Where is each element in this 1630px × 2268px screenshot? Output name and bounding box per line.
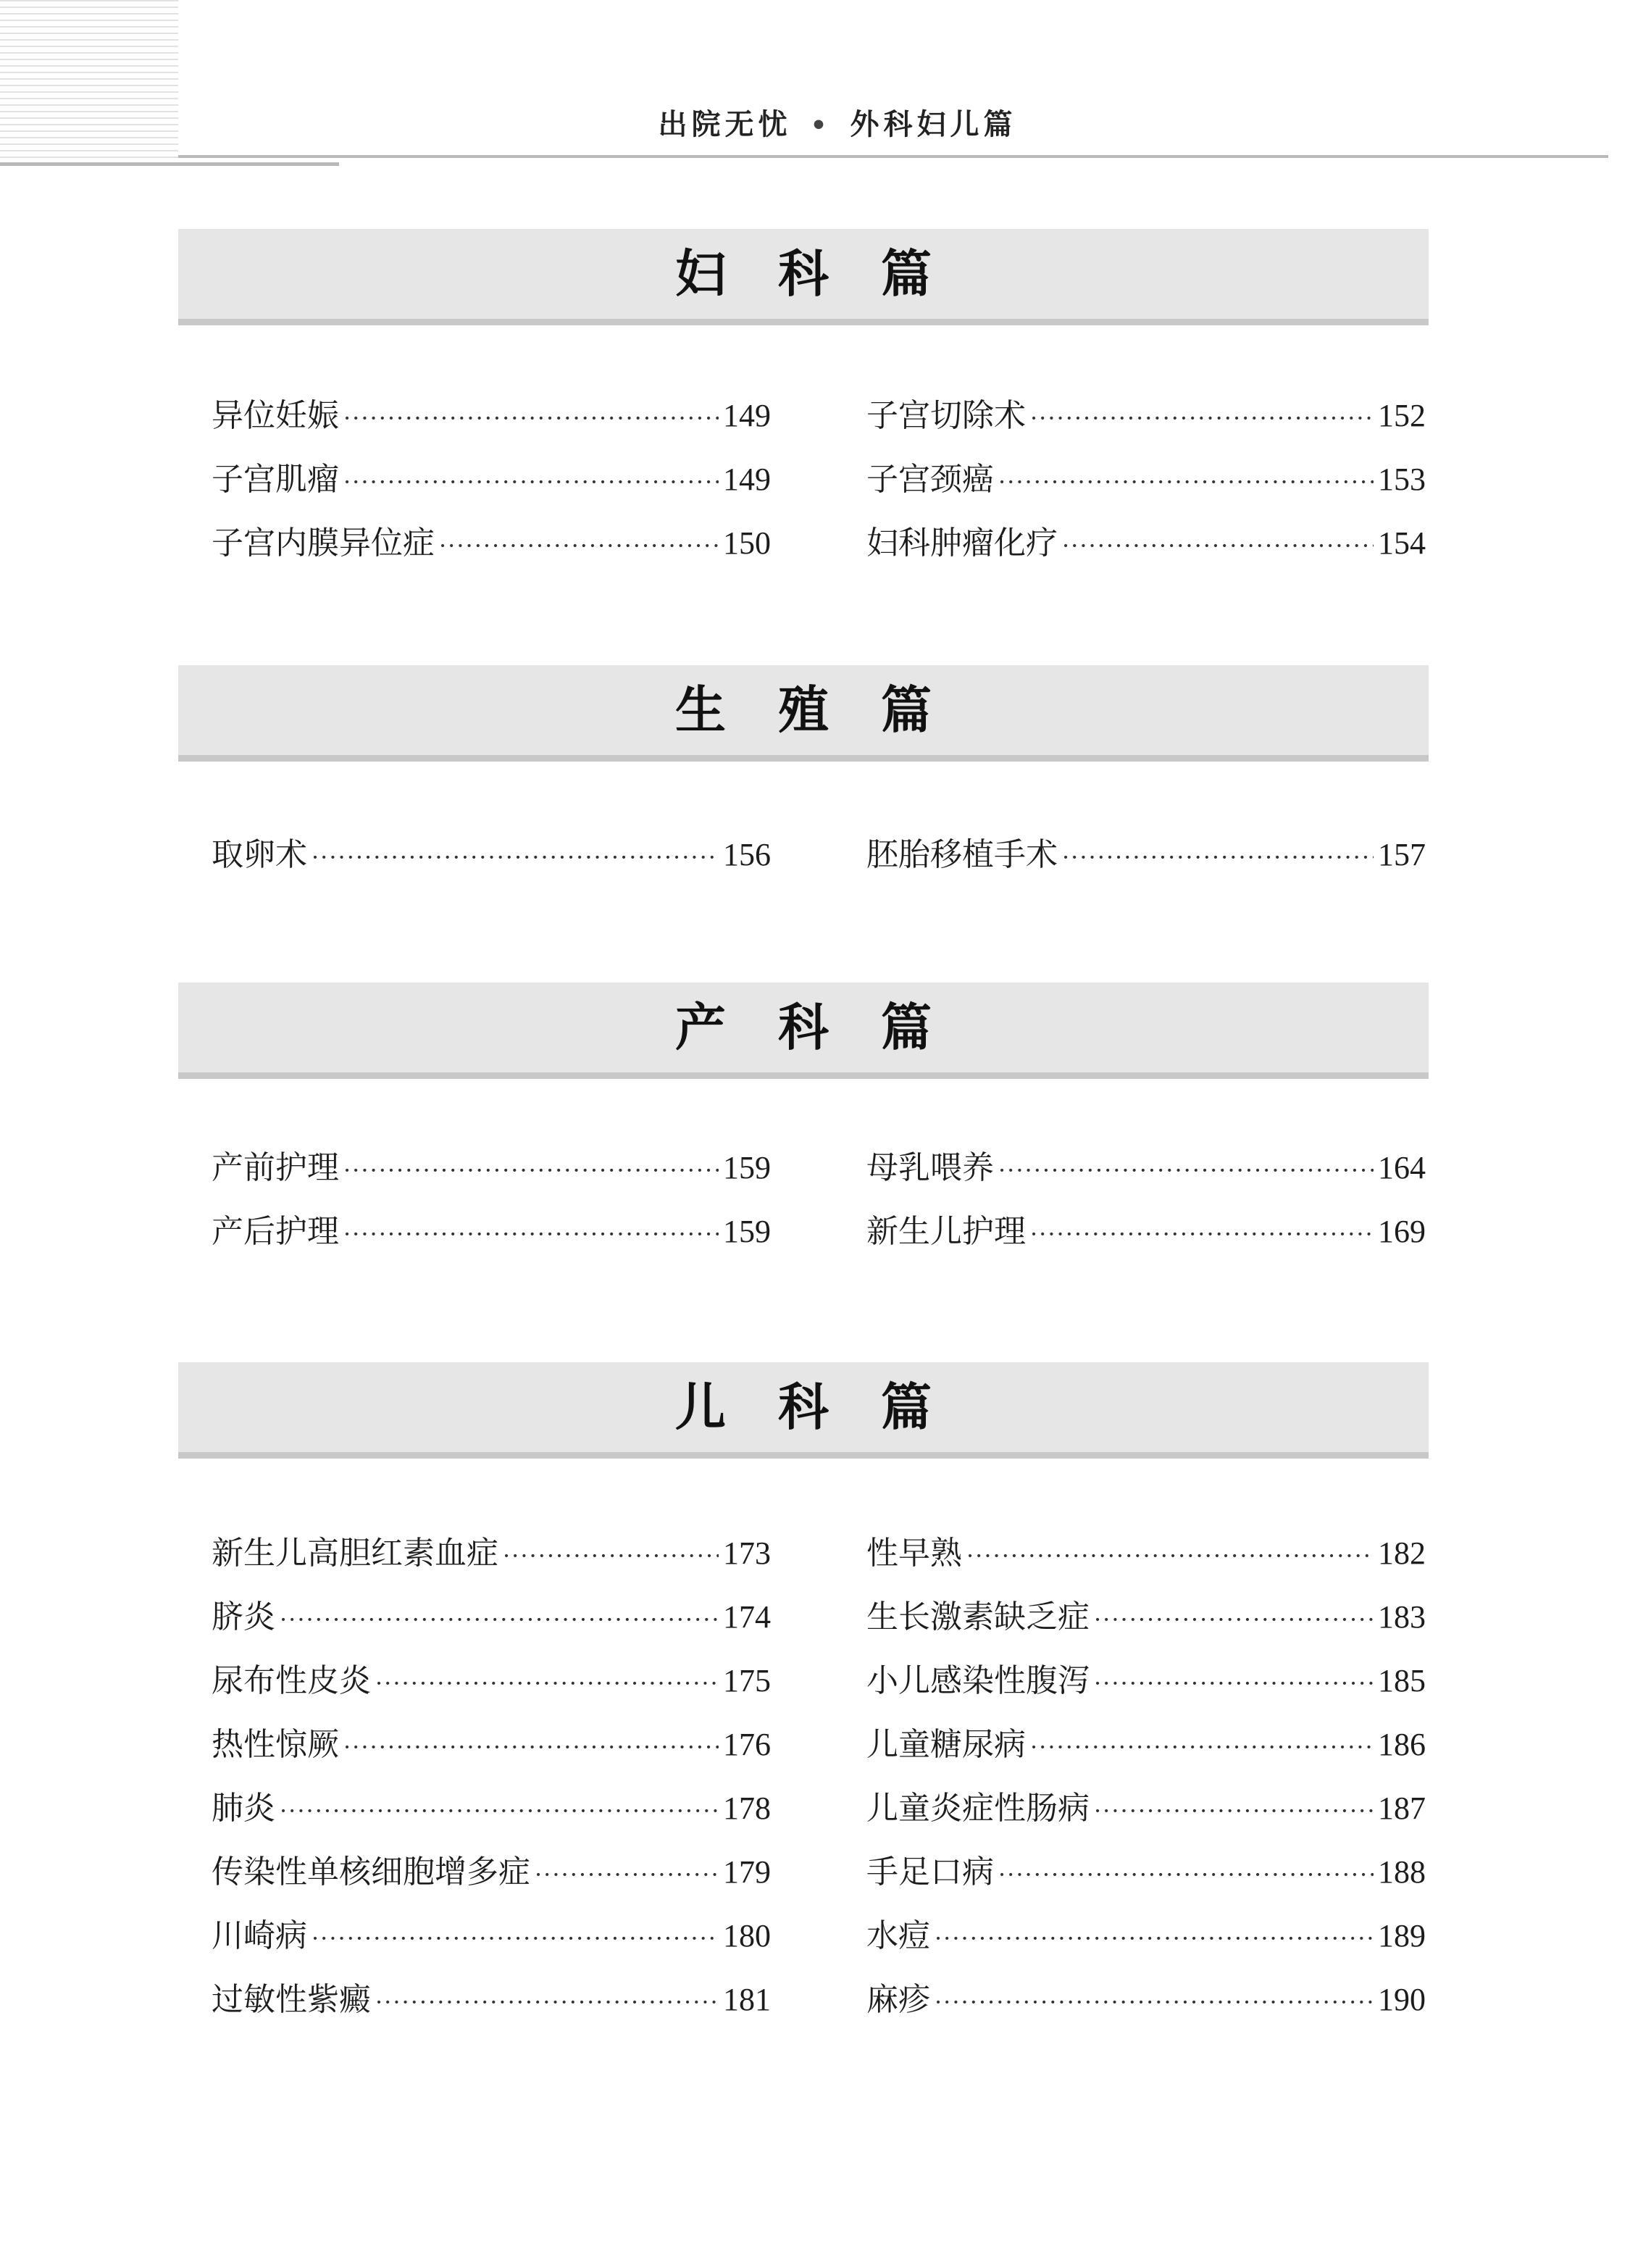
running-head xyxy=(178,101,1497,143)
leader-dots xyxy=(343,1202,719,1266)
toc-entry[interactable]: 脐炎 ····· 174 xyxy=(212,1585,771,1649)
leader-dots xyxy=(1030,1202,1374,1266)
toc-entry[interactable]: 新生儿高胆红素血症 ····· 173 xyxy=(212,1522,771,1585)
leader-dots xyxy=(503,1524,719,1588)
header-rule xyxy=(178,155,1608,158)
toc-entry[interactable]: 产前护理 ····· 159 xyxy=(212,1136,771,1200)
toc-entry[interactable]: 子宫切除术 ····· 152 xyxy=(866,384,1426,448)
toc-entry[interactable]: 儿童炎症性肠病 ····· 187 xyxy=(866,1777,1426,1840)
toc-entry[interactable]: 异位妊娠 ····· 149 xyxy=(212,384,771,448)
toc-entry[interactable]: 尿布性皮炎 ····· 175 xyxy=(212,1649,771,1713)
section-heading-gynecology xyxy=(178,229,1429,325)
toc-column-left xyxy=(212,1522,771,2032)
leader-dots xyxy=(375,1970,719,2034)
running-head-volume: 外科妇儿篇 xyxy=(850,108,1017,141)
leader-dots xyxy=(1062,825,1374,889)
leader-dots xyxy=(343,450,719,514)
section-title: 妇科篇 xyxy=(675,243,984,304)
section-heading-obstetrics xyxy=(178,983,1429,1079)
toc-entry[interactable]: 麻疹 ····· 190 xyxy=(866,1968,1426,2032)
running-head-separator: • xyxy=(810,111,832,141)
decorative-stripes xyxy=(0,0,178,158)
toc-entry[interactable]: 生长激素缺乏症 ····· 183 xyxy=(866,1585,1426,1649)
toc-entry[interactable]: 妇科肿瘤化疗 ····· 154 xyxy=(866,512,1426,575)
leader-dots xyxy=(998,1843,1374,1906)
section-heading-reproduction xyxy=(178,665,1429,762)
toc-entry[interactable]: 新生儿护理 ····· 169 xyxy=(866,1200,1426,1264)
leader-dots xyxy=(535,1843,719,1906)
leader-dots xyxy=(1094,1651,1374,1715)
toc-entry[interactable]: 子宫肌瘤 ····· 149 xyxy=(212,448,771,512)
leader-dots xyxy=(343,1138,719,1202)
leader-dots xyxy=(935,1970,1374,2034)
leader-dots xyxy=(1094,1588,1374,1651)
toc-entry[interactable]: 川崎病 ····· 180 xyxy=(212,1904,771,1968)
leader-dots xyxy=(312,1906,719,1970)
toc-column-right xyxy=(866,1136,1426,1264)
section-heading-pediatrics xyxy=(178,1362,1429,1459)
toc-entry[interactable]: 产后护理 ····· 159 xyxy=(212,1200,771,1264)
section-title: 产科篇 xyxy=(675,997,984,1057)
toc-column-left xyxy=(212,823,771,887)
running-head-book: 出院无忧 xyxy=(658,108,792,141)
toc-entry[interactable]: 取卵术 ····· 156 xyxy=(212,823,771,887)
section-title: 儿科篇 xyxy=(675,1377,984,1437)
leader-dots xyxy=(935,1906,1374,1970)
toc-column-right xyxy=(866,1522,1426,2032)
toc-entry[interactable]: 水痘 ····· 189 xyxy=(866,1904,1426,1968)
leader-dots xyxy=(1030,1715,1374,1779)
toc-entry[interactable]: 小儿感染性腹泻 ····· 185 xyxy=(866,1649,1426,1713)
leader-dots xyxy=(280,1588,719,1651)
toc-entry[interactable]: 子宫颈癌 ····· 153 xyxy=(866,448,1426,512)
section-title: 生殖篇 xyxy=(675,680,984,740)
leader-dots xyxy=(375,1651,719,1715)
toc-entry[interactable]: 传染性单核细胞增多症 ····· 179 xyxy=(212,1840,771,1904)
leader-dots xyxy=(998,1138,1374,1202)
leader-dots xyxy=(343,386,719,450)
leader-dots xyxy=(343,1715,719,1779)
toc-entry[interactable]: 热性惊厥 ····· 176 xyxy=(212,1713,771,1777)
leader-dots xyxy=(280,1779,719,1843)
toc-entry[interactable]: 母乳喂养 ····· 164 xyxy=(866,1136,1426,1200)
leader-dots xyxy=(312,825,719,889)
toc-entry[interactable]: 儿童糖尿病 ····· 186 xyxy=(866,1713,1426,1777)
leader-dots xyxy=(966,1524,1374,1588)
leader-dots xyxy=(998,450,1374,514)
toc-entry[interactable]: 肺炎 ····· 178 xyxy=(212,1777,771,1840)
toc-column-right xyxy=(866,384,1426,575)
leader-dots xyxy=(1094,1779,1374,1843)
toc-entry[interactable]: 胚胎移植手术 ····· 157 xyxy=(866,823,1426,887)
leader-dots xyxy=(1030,386,1374,450)
toc-entry[interactable]: 过敏性紫癜 ····· 181 xyxy=(212,1968,771,2032)
toc-column-right xyxy=(866,823,1426,887)
leader-dots xyxy=(439,514,719,578)
toc-column-left xyxy=(212,384,771,575)
toc-entry[interactable]: 手足口病 ····· 188 xyxy=(866,1840,1426,1904)
leader-dots xyxy=(1062,514,1374,578)
toc-column-left xyxy=(212,1136,771,1264)
toc-entry[interactable]: 子宫内膜异位症 ····· 150 xyxy=(212,512,771,575)
header-rule-left xyxy=(0,162,339,166)
toc-entry[interactable]: 性早熟 ····· 182 xyxy=(866,1522,1426,1585)
